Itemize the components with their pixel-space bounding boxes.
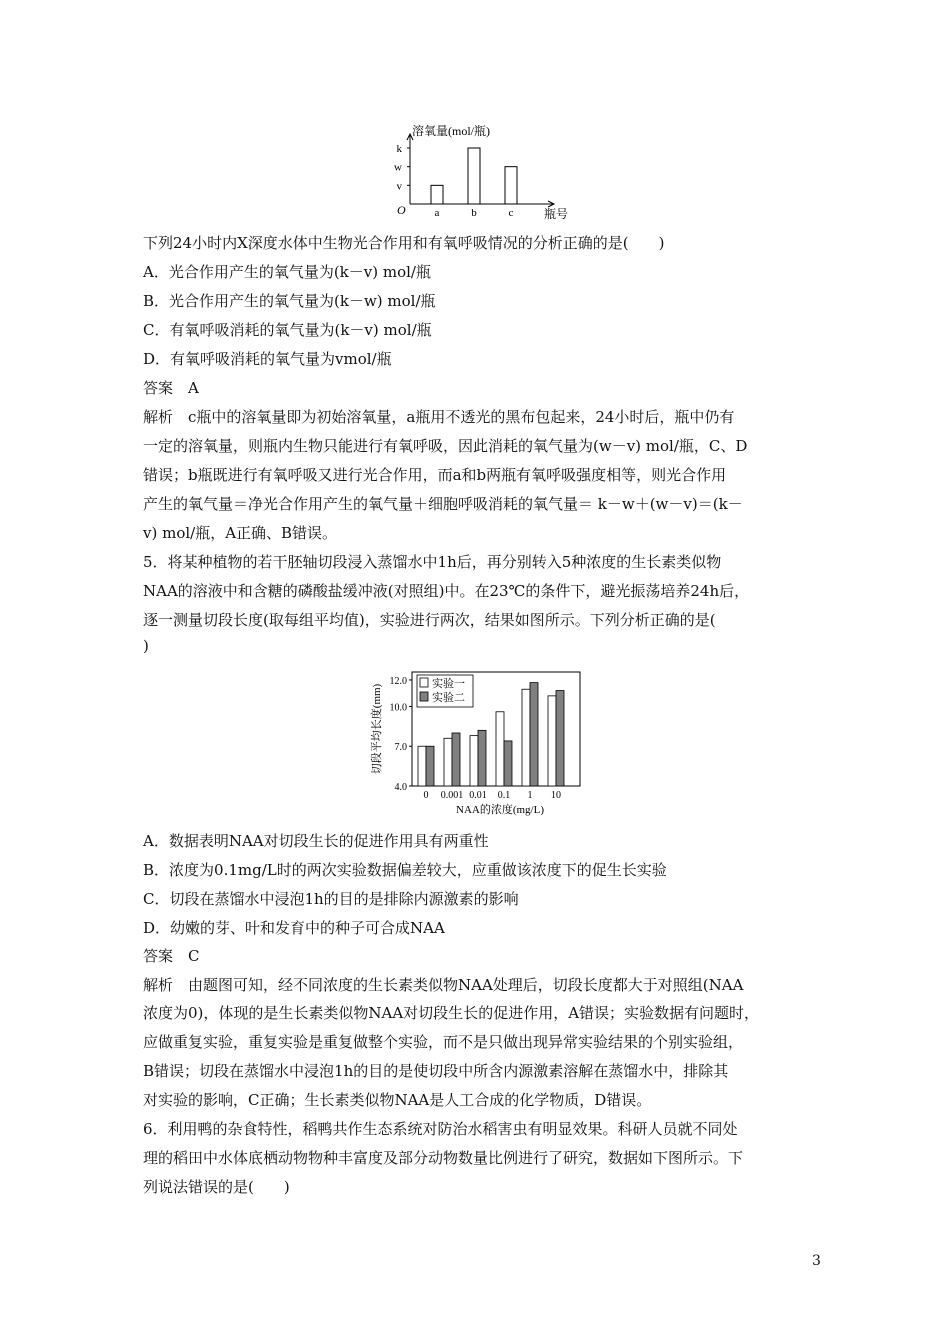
bar-c xyxy=(505,167,517,204)
q4-analysis-line: 一定的溶氧量，则瓶内生物只能进行有氧呼吸，因此消耗的氧气量为(w－v) mol/瓶，C、D xyxy=(143,437,748,455)
bar-exp2-0.001 xyxy=(452,733,460,786)
q5-analysis-line: 解析 由题图可知，经不同浓度的生长素类似物NAA处理后，切段长度都大于对照组(NAA xyxy=(143,976,744,994)
dissolved-oxygen-chart xyxy=(380,118,570,222)
q5-analysis-line: B错误；切段在蒸馏水中浸泡1h的目的是使切段中所含内源激素溶解在蒸馏水中，排除其 xyxy=(143,1062,729,1080)
q4-option-b: B．光合作用产生的氧气量为(k－w) mol/瓶 xyxy=(143,292,436,310)
q5-analysis-line: 对实验的影响，C正确；生长素类似物NAA是人工合成的化学物质，D错误。 xyxy=(143,1091,652,1109)
y-tick-label: 7.0 xyxy=(394,742,407,754)
bar-exp2-0 xyxy=(426,746,434,786)
x-tick-label: c xyxy=(508,207,514,219)
y-axis-label: 溶氧量(mol/瓶) xyxy=(412,124,490,138)
bar-exp1-10 xyxy=(548,696,556,786)
y-tick-label: w xyxy=(394,161,402,174)
legend-label: 实验一 xyxy=(432,678,465,690)
q5-stem-line: NAA的溶液中和含糖的磷酸盐缓冲液(对照组)中。在23℃的条件下，避光振荡培养24h后， xyxy=(143,582,750,600)
q5-option-a: A．数据表明NAA对切段生长的促进作用具有两重性 xyxy=(143,832,489,850)
y-tick-label: v xyxy=(396,180,402,193)
x-axis-label: NAA的浓度(mg/L) xyxy=(456,804,544,816)
q4-analysis-line: v) mol/瓶，A正确、B错误。 xyxy=(143,524,338,542)
q5-stem-line: ) xyxy=(143,637,149,655)
y-tick-label: 12.0 xyxy=(389,675,407,687)
bar-exp1-0.001 xyxy=(444,738,452,786)
bar-a xyxy=(431,185,443,204)
bar-b xyxy=(468,148,480,204)
q4-option-d: D．有氧呼吸消耗的氧气量为vmol/瓶 xyxy=(143,350,392,368)
bar-exp1-0 xyxy=(418,746,426,786)
x-tick-label: 0.01 xyxy=(469,790,487,801)
legend-label: 实验二 xyxy=(432,692,465,704)
x-tick-label: 0 xyxy=(423,790,429,801)
q4-analysis-line: 错误；b瓶既进行有氧呼吸又进行光合作用，而a和b两瓶有氧呼吸强度相等，则光合作用 xyxy=(143,466,727,484)
page-number: 3 xyxy=(812,1253,821,1269)
y-axis-label: 切段平均长度(mm) xyxy=(371,683,383,775)
q5-answer: 答案 C xyxy=(143,947,200,965)
x-tick-label: a xyxy=(434,207,440,219)
q4-analysis-line: 产生的氧气量＝净光合作用产生的氧气量＋细胞呼吸消耗的氧气量＝ k－w＋(w－v)＝(k－ xyxy=(143,495,743,513)
q4-analysis-line: 解析 c瓶中的溶氧量即为初始溶氧量，a瓶用不透光的黑布包起来，24小时后，瓶中仍有 xyxy=(143,408,735,426)
q4-answer: 答案 A xyxy=(143,379,199,397)
x-tick-label: 1 xyxy=(527,790,533,801)
q5-analysis-line: 浓度为0)，体现的是生长素类似物NAA对切段生长的促进作用，A错误；实验数据有问题时， xyxy=(143,1004,760,1022)
q5-option-b: B．浓度为0.1mg/L时的两次实验数据偏差较大，应重做该浓度下的促生长实验 xyxy=(143,861,667,879)
x-tick-label: 0.1 xyxy=(497,790,511,801)
bar-exp1-0.1 xyxy=(496,712,504,786)
q4-stem: 下列24小时内X深度水体中生物光合作用和有氧呼吸情况的分析正确的是( ) xyxy=(143,234,665,252)
bar-exp2-10 xyxy=(556,691,564,786)
q5-stem-line: 5．将某种植物的若干胚轴切段浸入蒸馏水中1h后，再分别转入5种浓度的生长素类似物 xyxy=(143,553,722,571)
q5-option-d: D．幼嫩的芽、叶和发育中的种子可合成NAA xyxy=(143,919,445,937)
y-tick-label: k xyxy=(396,143,402,155)
q4-option-a: A．光合作用产生的氧气量为(k－v) mol/瓶 xyxy=(143,263,431,281)
legend-swatch-exp2 xyxy=(420,692,428,701)
bar-exp2-0.1 xyxy=(504,741,512,786)
bar-exp2-1 xyxy=(530,683,538,786)
bar-exp1-1 xyxy=(522,689,530,786)
q6-stem-line: 列说法错误的是( ) xyxy=(143,1178,290,1196)
y-tick-label: 10.0 xyxy=(389,702,407,714)
bar-exp1-0.01 xyxy=(470,736,478,786)
naa-concentration-chart xyxy=(360,668,595,820)
x-tick-label: b xyxy=(471,207,477,219)
legend-swatch-exp1 xyxy=(420,678,428,687)
origin-label: O xyxy=(397,203,406,217)
bar-exp2-0.01 xyxy=(478,730,486,786)
q5-stem-line: 逐一测量切段长度(取每组平均值)，实验进行两次，结果如图所示。下列分析正确的是( xyxy=(143,611,716,629)
q5-option-c: C．切段在蒸馏水中浸泡1h的目的是排除内源激素的影响 xyxy=(143,890,519,908)
q5-analysis-line: 应做重复实验，重复实验是重复做整个实验，而不是只做出现异常实验结果的个别实验组， xyxy=(143,1033,744,1051)
q6-stem-line: 6．利用鸭的杂食特性，稻鸭共作生态系统对防治水稻害虫有明显效果。科研人员就不同处 xyxy=(143,1120,738,1138)
x-axis-label: 瓶号 xyxy=(544,207,569,221)
q4-option-c: C．有氧呼吸消耗的氧气量为(k－v) mol/瓶 xyxy=(143,321,432,339)
x-tick-label: 0.001 xyxy=(440,790,464,801)
y-tick-label: 4.0 xyxy=(394,782,407,793)
x-tick-label: 10 xyxy=(551,790,561,801)
q6-stem-line: 理的稻田中水体底栖动物物种丰富度及部分动物数量比例进行了研究，数据如下图所示。下 xyxy=(143,1149,744,1167)
